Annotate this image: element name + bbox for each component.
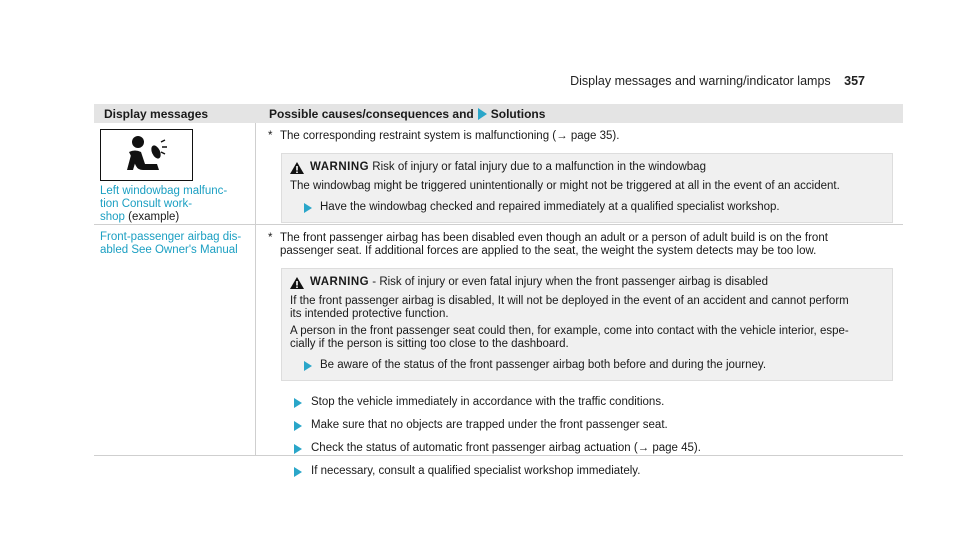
play-arrow-icon bbox=[304, 203, 312, 213]
causes-cell bbox=[256, 123, 903, 224]
warning-label: WARNING bbox=[310, 276, 370, 288]
airbag-person-icon bbox=[100, 129, 193, 181]
table-header bbox=[94, 104, 903, 123]
asterisk: * bbox=[268, 130, 273, 142]
warning-body: its intended protective function. bbox=[290, 308, 449, 320]
table-row bbox=[94, 225, 903, 477]
col-causes-solutions bbox=[256, 107, 903, 121]
message-line: tion Consult work- bbox=[100, 198, 193, 210]
play-arrow-icon bbox=[294, 398, 302, 408]
list-item bbox=[294, 442, 893, 455]
warning-box bbox=[281, 268, 893, 381]
solution-text: Make sure that no objects are trapped under the front passenger seat. bbox=[311, 419, 668, 431]
col-causes-label: Possible causes/consequences and bbox=[269, 106, 474, 121]
warning-triangle-icon bbox=[290, 162, 304, 174]
page-number: 357 bbox=[844, 74, 865, 88]
asterisk: * bbox=[268, 232, 273, 244]
list-item bbox=[294, 396, 893, 409]
message-line: abled See Owner's Manual bbox=[100, 244, 238, 256]
cause-text: The front passenger airbag has been disabled even though an adult or a person of adult build is on the front bbox=[280, 232, 828, 244]
warning-body: A person in the front passenger seat could then, for example, come into contact with the vehicle interior, espe- bbox=[290, 325, 849, 337]
message-line: Front-passenger airbag dis- bbox=[100, 231, 242, 243]
solution-text: Check the status of automatic front passenger airbag actuation (→ page 45). bbox=[311, 442, 701, 454]
cause-text: passenger seat. If additional forces are applied to the seat, the weight the system detects may be too low. bbox=[280, 245, 817, 257]
list-item bbox=[294, 419, 893, 432]
causes-cell bbox=[256, 225, 903, 477]
warning-action: Be aware of the status of the front passenger airbag both before and during the journey. bbox=[320, 359, 767, 371]
message-line: shop bbox=[100, 211, 125, 223]
warning-body: If the front passenger airbag is disabled, It will not be deployed in the event of an accident and cannot perform bbox=[290, 295, 849, 307]
play-arrow-icon bbox=[478, 108, 487, 120]
page-header bbox=[570, 74, 865, 88]
warning-title: - Risk of injury or even fatal injury when the front passenger airbag is disabled bbox=[369, 276, 768, 288]
warning-body: cially if the person is sitting too close to the dashboard. bbox=[290, 338, 569, 350]
warning-box bbox=[281, 153, 893, 223]
cause-text: The corresponding restraint system is malfunctioning (→ page 35). bbox=[280, 130, 620, 142]
header-title: Display messages and warning/indicator lamps bbox=[570, 74, 831, 88]
solution-text: If necessary, consult a qualified specialist workshop immediately. bbox=[311, 465, 641, 477]
warning-label: WARNING bbox=[310, 161, 370, 173]
display-message-cell bbox=[94, 123, 256, 224]
warning-triangle-icon bbox=[290, 277, 304, 289]
example-note: (example) bbox=[124, 211, 180, 223]
solution-text: Stop the vehicle immediately in accordance with the traffic conditions. bbox=[311, 396, 665, 408]
display-message-cell bbox=[94, 225, 256, 455]
warning-action: Have the windowbag checked and repaired immediately at a qualified specialist workshop. bbox=[320, 201, 780, 213]
play-arrow-icon bbox=[294, 444, 302, 454]
message-line: Left windowbag malfunc- bbox=[100, 185, 228, 197]
col-solutions-label: Solutions bbox=[490, 106, 546, 121]
warning-title: Risk of injury or fatal injury due to a malfunction in the windowbag bbox=[369, 161, 706, 173]
play-arrow-icon bbox=[294, 421, 302, 431]
messages-table bbox=[94, 104, 903, 477]
warning-body: The windowbag might be triggered unintentionally or might not be triggered at all in the event of an accident. bbox=[290, 180, 840, 192]
solutions-list bbox=[268, 396, 893, 478]
col-display-messages: Display messages bbox=[104, 106, 209, 121]
list-item bbox=[294, 465, 893, 478]
play-arrow-icon bbox=[304, 361, 312, 371]
table-row bbox=[94, 123, 903, 225]
play-arrow-icon bbox=[294, 467, 302, 477]
